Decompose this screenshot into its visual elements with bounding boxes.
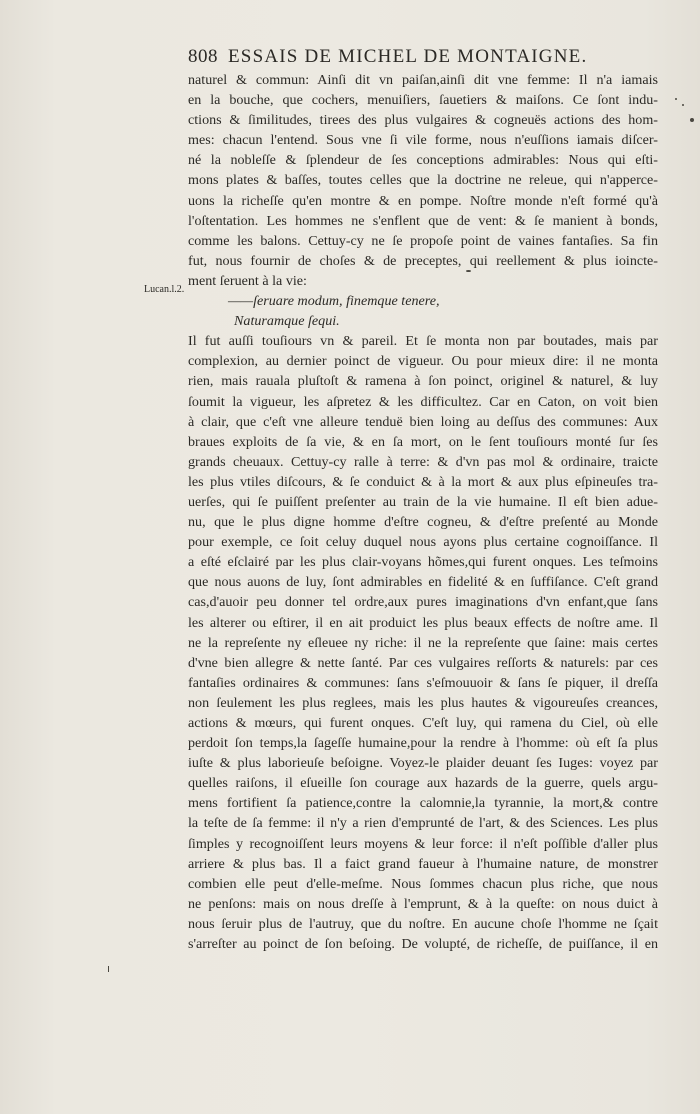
verse-quotation [188, 291, 658, 331]
text-line: fut, nous fournir de choſes & de preceptes, qui reellement & plus ioincte- [188, 252, 658, 269]
text-line: s'arreſter au poinct de ſon beſoing. De volupté, de richeſſe, de puiſſance, il en [188, 936, 658, 953]
text-line: mens fortifient ſa patience,contre la calomnie,la tyrannie, la mort,& contre [188, 795, 658, 812]
text-line: fantaſies ordinaires & communes: ſans s'eſmouuoir & ſans ſe piquer, il dreſſa [188, 674, 658, 691]
paragraph-before-verse [188, 70, 658, 291]
text-line: comme les balons. Cettuy-cy ne ſe propoſe point de vaines fantaſies. Sa fin [188, 232, 658, 249]
text-line: la teſte de ſa femme: il n'y a rien d'emprunté de l'art, & des Sciences. Les plus [188, 815, 658, 832]
text-line: mes: chacun l'entend. Sous vne ſi vile forme, nous n'euſſions iamais diſcer- [188, 132, 658, 149]
text-line: uerſes, qui ſe puiſſent preſenter au train de la vie humaine. Il eſt bien adue- [188, 493, 658, 510]
text-line: combien elle peut d'elle-meſme. Nous ſommes chacun plus riche, que nous [188, 875, 658, 892]
text-line: l'oſtentation. Les hommes ne s'enflent que de vent: & ſe manient à bonds, [188, 212, 658, 229]
margin-note: Lucan.l.2. [144, 284, 185, 295]
ink-speck [108, 966, 109, 972]
text-line: quelles raiſons, il eſueille ſon courage aux hazards de la guerre, quels argu- [188, 775, 658, 792]
text-line: né la nobleſſe & ſplendeur de ſes conceptions admirables: Nous qui eſti- [188, 152, 658, 169]
verse-line: ——ſeruare modum, finemque tenere, [228, 293, 440, 310]
text-line: naturel & commun: Ainſi dit vn paiſan,ainſi dit vne femme: Il n'a iamais [188, 72, 658, 88]
text-line: que nous auons de luy, ſont admirables en fidelité & en ſuffiſance. C'eſt grand [188, 574, 658, 591]
ink-speck [682, 104, 684, 106]
text-line: arriere & plus bas. Il a faict grand faueur à l'humaine nature, de monstrer [188, 855, 658, 872]
text-line: ſimples y recognoiſſent leurs moyens & leur force: il n'eſt poſſible d'aller plus [188, 835, 658, 852]
text-line: Il fut auſſi touſiours vn & pareil. Et ſe monta non par boutades, mais par [188, 333, 658, 350]
text-line: cas,d'auoir peu donner tel ordre,aux pures imaginations d'vn enfant,que ſans [188, 594, 658, 611]
text-line: grands cheuaux. Cettuy-cy ralle à terre: & d'vn pas mol & ordinaire, traicte [188, 453, 658, 470]
text-line: ne la repreſente ny eſleuee ny riche: il ne la repreſente que ſaine: mais certes [188, 634, 658, 651]
text-line: complexion, au dernier poinct de vigueur. Ou pour mieux dire: il ne monta [188, 353, 658, 370]
running-title: ESSAIS DE MICHEL DE MONTAIGNE. [228, 46, 588, 67]
running-header [188, 46, 588, 68]
text-line: perdoit ſon temps,la ſageſſe humaine,pour la rendre à l'homme: où eſt ſa plus [188, 735, 658, 752]
text-line: en la bouche, que cochers, menuiſiers, ſauetiers & maiſons. Ce ſont indu- [188, 92, 658, 109]
text-line: ctions & ſimilitudes, tirees des plus vulgaires & cogneuës actions des hom- [188, 112, 658, 129]
text-line: nous ſeruir plus de l'autruy, que du noſtre. En aucune choſe l'homme ne ſçait [188, 915, 658, 932]
text-line: d'vne bien allegre & nette ſanté. Par ces vulgaires reſſorts & naturels: par ces [188, 654, 658, 671]
verse-line: Naturamque ſequi. [234, 313, 340, 330]
text-line: braues exploits de ſa vie, & en ſa mort, on le ſent touſiours monté ſur ſes [188, 433, 658, 450]
text-line: rien, mais rauala pluſtoſt & ramena à ſon poinct, originel & naturel, & luy [188, 373, 658, 390]
text-line: ment ſeruent à la vie: [188, 272, 307, 289]
text-line: actions & mœurs, qui furent onques. C'eſt luy, qui ramena du Ciel, où elle [188, 715, 658, 731]
text-line: les plus vtiles diſcours, & ſe conduict & à la mort & aux plus eſpineuſes tra- [188, 473, 658, 490]
text-line: a eſté eſclairé par les plus clair-voyans hõmes,qui furent onques. Les teſmoins [188, 554, 658, 571]
text-line: ne penſons: mais on nous dreſſe à l'emprunt, & à la queſte: on nous duict à [188, 895, 658, 912]
ink-speck [675, 98, 677, 100]
ink-speck [690, 118, 694, 122]
paragraph-after-verse [188, 331, 658, 954]
text-line: à clair, que c'eſt vne alleure tenduë bien loing au deſſus des communes: Aux [188, 413, 658, 430]
text-line: iuſte & plus laborieuſe beſoigne. Voyez-le plaider deuant ſes Iuges: voyez par [188, 755, 658, 772]
body-text [188, 70, 658, 954]
text-line: nu, que le plus digne homme d'eſtre cogneu, & d'eſtre preſenté au Monde [188, 514, 658, 531]
ink-speck [466, 270, 471, 272]
page-number: 808 [188, 46, 218, 67]
text-line: ſoumit la vigueur, les aſpretez & les difficultez. Car en Caton, on voit bien [188, 393, 658, 410]
text-line: pour exemple, ce ſoit celuy duquel nous ayons plus certaine cognoiſſance. Il [188, 534, 658, 551]
text-line: mons plates & baſſes, toutes celles que la doctrine ne releue, qui n'apperce- [188, 172, 658, 189]
text-line: non ſeulement les plus reglees, mais les plus hautes & vigoureuſes creances, [188, 694, 658, 711]
text-line: les alterer ou eſtirer, il en ait produict les plus beaux effects de noſtre ame. Il [188, 614, 658, 631]
text-line: uons la richeſſe qu'en montre & en pompe. Noſtre monde n'eſt formé qu'à [188, 192, 658, 209]
